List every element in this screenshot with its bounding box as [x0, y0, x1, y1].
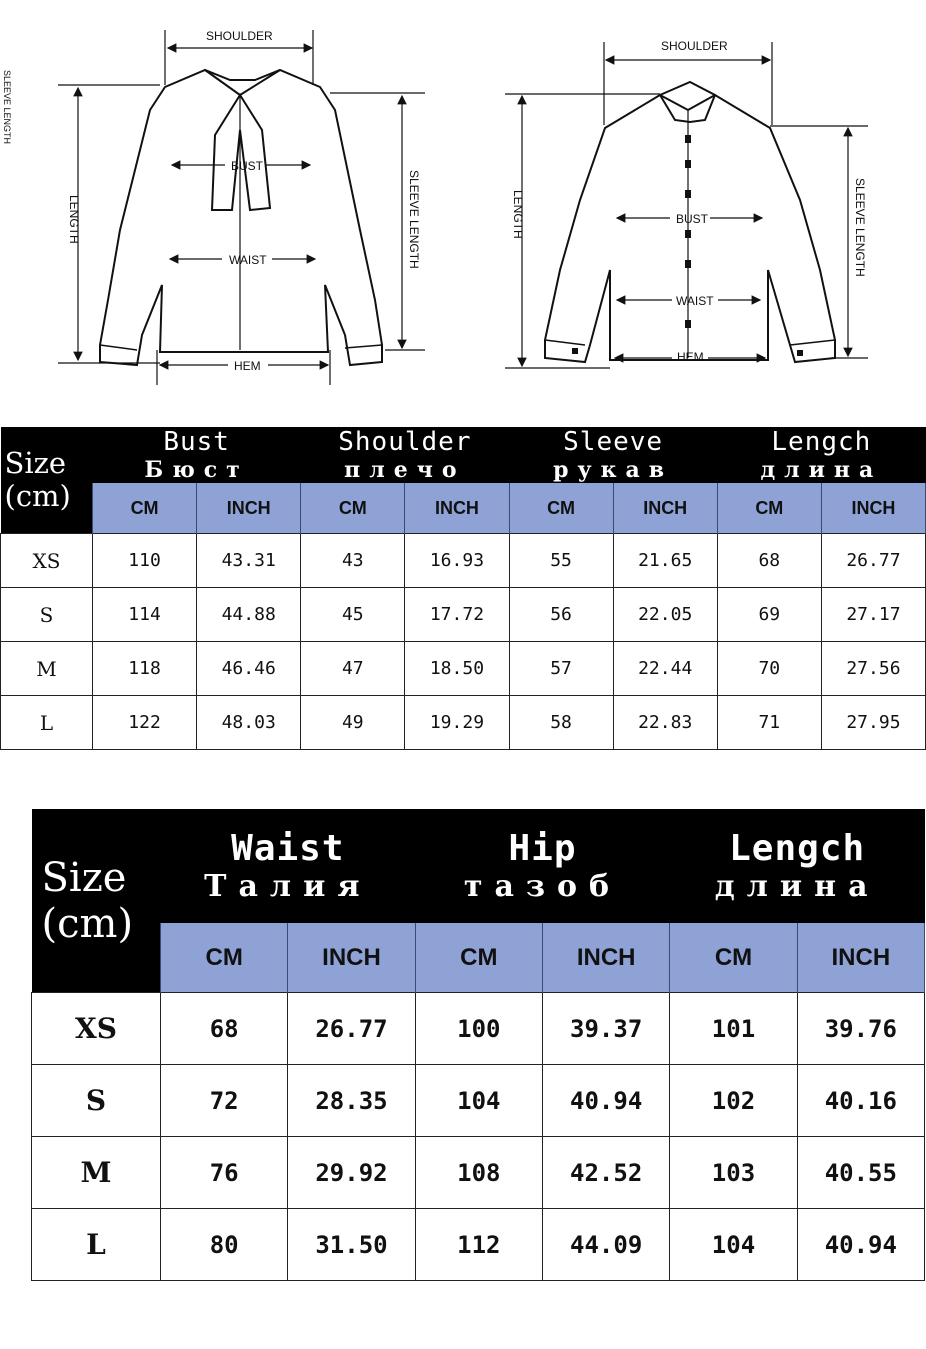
table-row [1, 534, 926, 588]
table-cell: 27.56 [821, 642, 925, 696]
unit-header: CM [415, 923, 542, 992]
table-cell: 56 [509, 588, 613, 642]
size-label: XS [1, 534, 93, 588]
table-cell: 118 [93, 642, 197, 696]
table-cell: 22.44 [613, 642, 717, 696]
unit-header: INCH [613, 483, 717, 534]
table-cell: 26.77 [288, 993, 415, 1065]
right-hem-label: HEM [677, 350, 704, 364]
size-title: Size (cm) [41, 854, 134, 947]
table-cell: 104 [415, 1065, 542, 1137]
size-title: Size (cm) [4, 445, 71, 513]
table-cell: 45 [301, 588, 405, 642]
table-cell: 16.93 [405, 534, 509, 588]
measurement-diagrams [0, 0, 926, 400]
table-cell: 122 [93, 696, 197, 750]
right-length-label: LENGTH [511, 190, 525, 239]
unit-header: INCH [797, 923, 924, 992]
size-label: S [1, 588, 93, 642]
right-sleeve-length-label: SLEEVE LENGTH [853, 178, 867, 277]
table-cell: 26.77 [821, 534, 925, 588]
table-cell: 103 [670, 1137, 797, 1209]
unit-header: INCH [821, 483, 925, 534]
table-cell: 102 [670, 1065, 797, 1137]
table-cell: 22.83 [613, 696, 717, 750]
unit-header: INCH [405, 483, 509, 534]
table-row [32, 1065, 925, 1137]
unit-header: CM [301, 483, 405, 534]
table-cell: 114 [93, 588, 197, 642]
right-shoulder-label: SHOULDER [661, 39, 728, 53]
group-header-length: Lengch длина [670, 809, 925, 923]
unit-header: INCH [197, 483, 301, 534]
table-cell: 22.05 [613, 588, 717, 642]
table-cell: 21.65 [613, 534, 717, 588]
table-cell: 70 [717, 642, 821, 696]
unit-header: INCH [542, 923, 669, 992]
table-cell: 48.03 [197, 696, 301, 750]
table-row [32, 1209, 925, 1281]
table-cell: 27.95 [821, 696, 925, 750]
size-table-lower [31, 809, 925, 1281]
table-cell: 47 [301, 642, 405, 696]
table-cell: 100 [415, 993, 542, 1065]
table-cell: 46.46 [197, 642, 301, 696]
table-cell: 55 [509, 534, 613, 588]
table-cell: 72 [161, 1065, 288, 1137]
table-cell: 108 [415, 1137, 542, 1209]
unit-header: CM [670, 923, 797, 992]
size-header-cell [32, 809, 161, 993]
table-cell: 19.29 [405, 696, 509, 750]
table-cell: 68 [161, 993, 288, 1065]
table-cell: 44.09 [542, 1209, 669, 1281]
unit-header: CM [93, 483, 197, 534]
table-cell: 42.52 [542, 1137, 669, 1209]
table-row [1, 696, 926, 750]
edge-sleeve-label: SLEEVE LENGTH [2, 70, 12, 145]
size-label: XS [32, 993, 161, 1065]
table-cell: 40.55 [797, 1137, 924, 1209]
left-waist-label: WAIST [229, 253, 267, 267]
table-row [1, 588, 926, 642]
right-waist-label: WAIST [676, 294, 714, 308]
table-cell: 57 [509, 642, 613, 696]
table-cell: 69 [717, 588, 821, 642]
unit-header: CM [161, 923, 288, 992]
table-cell: 40.94 [797, 1209, 924, 1281]
table-cell: 29.92 [288, 1137, 415, 1209]
table-cell: 80 [161, 1209, 288, 1281]
left-bust-label: BUST [231, 159, 264, 173]
table-cell: 28.35 [288, 1065, 415, 1137]
table-row [32, 1137, 925, 1209]
left-sleeve-length-label: SLEEVE LENGTH [407, 170, 421, 269]
left-shoulder-label: SHOULDER [206, 29, 273, 43]
group-header-shoulder: Shoulder плечо [301, 427, 509, 483]
table-cell: 43 [301, 534, 405, 588]
table-cell: 40.94 [542, 1065, 669, 1137]
table-cell: 18.50 [405, 642, 509, 696]
size-label: M [1, 642, 93, 696]
left-hem-label: HEM [234, 359, 261, 373]
size-label: L [32, 1209, 161, 1281]
table-cell: 58 [509, 696, 613, 750]
right-bust-label: BUST [676, 212, 709, 226]
table-cell: 112 [415, 1209, 542, 1281]
table-cell: 27.17 [821, 588, 925, 642]
size-table-upper [0, 427, 926, 750]
table-cell: 39.37 [542, 993, 669, 1065]
unit-row [32, 923, 925, 992]
group-header-sleeve: Sleeve рукав [509, 427, 717, 483]
table-cell: 68 [717, 534, 821, 588]
size-header-cell [1, 427, 93, 534]
table-cell: 110 [93, 534, 197, 588]
group-header-bust: Bust Бюст [93, 427, 301, 483]
unit-header: CM [509, 483, 613, 534]
unit-header: INCH [288, 923, 415, 992]
table-cell: 31.50 [288, 1209, 415, 1281]
group-header-hip: Hip тазоб [415, 809, 670, 923]
table-cell: 43.31 [197, 534, 301, 588]
table-cell: 71 [717, 696, 821, 750]
left-blouse-drawing [100, 70, 382, 365]
table-cell: 44.88 [197, 588, 301, 642]
table-cell: 101 [670, 993, 797, 1065]
size-label: L [1, 696, 93, 750]
table-cell: 104 [670, 1209, 797, 1281]
table-cell: 76 [161, 1137, 288, 1209]
size-label: S [32, 1065, 161, 1137]
unit-row [1, 483, 926, 534]
unit-header: CM [717, 483, 821, 534]
group-header-waist: Waist Талия [161, 809, 416, 923]
table-cell: 49 [301, 696, 405, 750]
group-header-length: Lengch длина [717, 427, 925, 483]
left-length-label: LENGTH [67, 195, 81, 244]
table-cell: 17.72 [405, 588, 509, 642]
size-label: M [32, 1137, 161, 1209]
measurement-diagram-svg [0, 0, 926, 400]
table-cell: 39.76 [797, 993, 924, 1065]
table-row [32, 993, 925, 1065]
table-cell: 40.16 [797, 1065, 924, 1137]
table-row [1, 642, 926, 696]
